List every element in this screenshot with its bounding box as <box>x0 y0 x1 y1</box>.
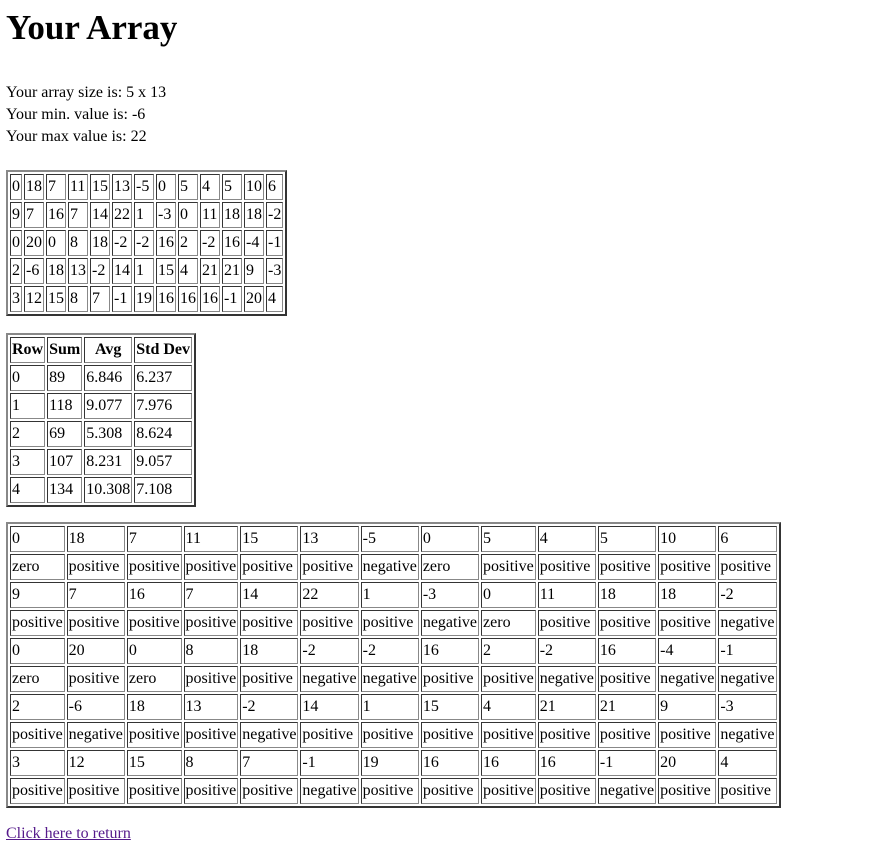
stats-row <box>10 477 192 503</box>
array-cell: 20 <box>24 230 44 256</box>
value-cell: 2 <box>481 638 536 664</box>
value-cell: 6 <box>718 526 776 552</box>
sign-cell: zero <box>481 610 536 636</box>
page <box>6 0 781 845</box>
value-cell: 0 <box>481 582 536 608</box>
value-cell: 0 <box>10 526 65 552</box>
array-cell: 8 <box>68 286 88 312</box>
array-cell: 13 <box>112 174 132 200</box>
value-cell: 7 <box>67 582 125 608</box>
array-cell: 15 <box>90 174 110 200</box>
array-cell: 8 <box>68 230 88 256</box>
sign-cell: positive <box>240 610 298 636</box>
sign-cell: positive <box>598 554 656 580</box>
sign-cell: positive <box>658 610 716 636</box>
value-cell: 11 <box>184 526 239 552</box>
array-cell: 3 <box>10 286 22 312</box>
stats-header-sum: Sum <box>47 337 82 363</box>
array-cell: 16 <box>200 286 220 312</box>
array-cell: -2 <box>200 230 220 256</box>
sign-cell: positive <box>67 666 125 692</box>
value-cell: 18 <box>658 582 716 608</box>
value-cell: 20 <box>658 750 716 776</box>
sign-cell: positive <box>658 554 716 580</box>
value-row <box>10 638 777 664</box>
value-cell: 0 <box>127 638 182 664</box>
stats-cell: 118 <box>47 393 82 419</box>
array-cell: 9 <box>10 202 22 228</box>
value-cell: -3 <box>421 582 479 608</box>
value-cell: 16 <box>481 750 536 776</box>
sign-cell: negative <box>300 666 358 692</box>
value-cell: 3 <box>10 750 65 776</box>
stats-cell: 8.231 <box>84 449 132 475</box>
sign-cell: positive <box>361 778 419 804</box>
sign-cell: negative <box>538 666 596 692</box>
array-row <box>10 286 283 312</box>
array-cell: 7 <box>46 174 66 200</box>
sign-cell: positive <box>658 778 716 804</box>
value-cell: 8 <box>184 750 239 776</box>
sign-cell: negative <box>67 722 125 748</box>
array-size-text: Your array size is: 5 x 13 <box>6 84 167 101</box>
value-cell: 7 <box>184 582 239 608</box>
sign-cell: positive <box>598 610 656 636</box>
array-cell: 19 <box>134 286 154 312</box>
array-row <box>10 258 283 284</box>
value-cell: 14 <box>240 582 298 608</box>
sign-cell: positive <box>300 554 358 580</box>
stats-header-row-label: Row <box>10 337 45 363</box>
sign-cell: negative <box>598 778 656 804</box>
sign-cell: positive <box>127 722 182 748</box>
sign-cell: positive <box>538 554 596 580</box>
stats-header-avg: Avg <box>84 337 132 363</box>
value-cell: 10 <box>658 526 716 552</box>
array-cell: -5 <box>134 174 154 200</box>
sign-cell: positive <box>127 554 182 580</box>
stats-cell: 6.846 <box>84 365 132 391</box>
value-cell: 8 <box>184 638 239 664</box>
sign-cell: positive <box>67 610 125 636</box>
value-cell: 15 <box>127 750 182 776</box>
stats-cell: 89 <box>47 365 82 391</box>
value-cell: 2 <box>10 694 65 720</box>
array-cell: -6 <box>24 258 44 284</box>
sign-cell: negative <box>300 778 358 804</box>
sign-cell: positive <box>421 666 479 692</box>
stats-cell: 0 <box>10 365 45 391</box>
sign-cell: positive <box>240 666 298 692</box>
value-cell: -2 <box>300 638 358 664</box>
sign-cell: positive <box>481 778 536 804</box>
stats-header-row <box>10 337 192 363</box>
array-cell: 21 <box>200 258 220 284</box>
value-cell: 5 <box>481 526 536 552</box>
value-cell: 4 <box>481 694 536 720</box>
value-row <box>10 750 777 776</box>
array-cell: 18 <box>222 202 242 228</box>
sign-cell: positive <box>481 554 536 580</box>
value-cell: -3 <box>718 694 776 720</box>
value-cell: 0 <box>421 526 479 552</box>
value-cell: -2 <box>538 638 596 664</box>
stats-cell: 7.108 <box>134 477 192 503</box>
stats-row <box>10 421 192 447</box>
sign-cell: zero <box>10 554 65 580</box>
value-row <box>10 582 777 608</box>
array-cell: 13 <box>68 258 88 284</box>
array-cell: 12 <box>24 286 44 312</box>
stats-cell: 2 <box>10 421 45 447</box>
value-cell: -2 <box>361 638 419 664</box>
value-cell: 11 <box>538 582 596 608</box>
sign-classification-table <box>6 522 781 808</box>
sign-cell: positive <box>538 778 596 804</box>
array-cell: 0 <box>156 174 176 200</box>
sign-cell: positive <box>184 554 239 580</box>
value-cell: -1 <box>598 750 656 776</box>
value-cell: -6 <box>67 694 125 720</box>
value-cell: 18 <box>598 582 656 608</box>
sign-cell: positive <box>361 722 419 748</box>
value-cell: -1 <box>718 638 776 664</box>
value-cell: 15 <box>240 526 298 552</box>
value-cell: 13 <box>184 694 239 720</box>
array-cell: 2 <box>178 230 198 256</box>
value-cell: 1 <box>361 694 419 720</box>
array-cell: 15 <box>156 258 176 284</box>
sign-cell: positive <box>538 610 596 636</box>
sign-row <box>10 666 777 692</box>
array-cell: 18 <box>90 230 110 256</box>
sign-cell: positive <box>67 554 125 580</box>
stats-cell: 3 <box>10 449 45 475</box>
sign-row <box>10 610 777 636</box>
array-cell: 0 <box>10 174 22 200</box>
stats-row <box>10 393 192 419</box>
value-cell: -2 <box>240 694 298 720</box>
sign-cell: positive <box>421 722 479 748</box>
array-cell: -2 <box>90 258 110 284</box>
array-cell: 20 <box>244 286 264 312</box>
value-cell: 4 <box>538 526 596 552</box>
array-cell: -1 <box>112 286 132 312</box>
array-cell: 18 <box>46 258 66 284</box>
array-cell: 16 <box>156 286 176 312</box>
value-cell: 13 <box>300 526 358 552</box>
array-cell: 15 <box>46 286 66 312</box>
sign-cell: positive <box>10 778 65 804</box>
array-cell: 0 <box>178 202 198 228</box>
sign-row <box>10 722 777 748</box>
stats-header-std-dev: Std Dev <box>134 337 192 363</box>
max-value-text: Your max value is: 22 <box>6 128 147 145</box>
array-cell: 16 <box>46 202 66 228</box>
sign-cell: positive <box>538 722 596 748</box>
value-cell: -5 <box>361 526 419 552</box>
value-cell: 16 <box>598 638 656 664</box>
value-cell: 14 <box>300 694 358 720</box>
sign-cell: positive <box>184 666 239 692</box>
value-cell: -2 <box>718 582 776 608</box>
array-cell: 7 <box>90 286 110 312</box>
page-title: Your Array <box>6 8 178 47</box>
stats-cell: 5.308 <box>84 421 132 447</box>
array-cell: 9 <box>244 258 264 284</box>
sign-cell: negative <box>421 610 479 636</box>
value-cell: 18 <box>67 526 125 552</box>
array-cell: 11 <box>68 174 88 200</box>
array-cell: 4 <box>266 286 283 312</box>
array-cell: 0 <box>10 230 22 256</box>
value-cell: 20 <box>67 638 125 664</box>
sign-cell: positive <box>300 610 358 636</box>
stats-cell: 69 <box>47 421 82 447</box>
sign-cell: zero <box>127 666 182 692</box>
array-cell: 16 <box>178 286 198 312</box>
array-cell: 14 <box>90 202 110 228</box>
array-cell: 1 <box>134 258 154 284</box>
sign-cell: negative <box>718 610 776 636</box>
sign-cell: positive <box>598 722 656 748</box>
sign-cell: positive <box>240 554 298 580</box>
sign-cell: negative <box>718 722 776 748</box>
sign-cell: zero <box>10 666 65 692</box>
sign-cell: negative <box>361 666 419 692</box>
sign-row <box>10 554 777 580</box>
value-row <box>10 694 777 720</box>
sign-cell: positive <box>184 778 239 804</box>
stats-cell: 1 <box>10 393 45 419</box>
stats-cell: 6.237 <box>134 365 192 391</box>
array-cell: 14 <box>112 258 132 284</box>
array-cell: 22 <box>112 202 132 228</box>
array-cell: 16 <box>222 230 242 256</box>
array-cell: -2 <box>112 230 132 256</box>
value-cell: 15 <box>421 694 479 720</box>
sign-cell: positive <box>127 610 182 636</box>
array-cell: -1 <box>266 230 283 256</box>
value-cell: -1 <box>300 750 358 776</box>
stats-cell: 7.976 <box>134 393 192 419</box>
array-cell: -1 <box>222 286 242 312</box>
sign-cell: positive <box>300 722 358 748</box>
row-stats-table <box>6 333 196 507</box>
sign-cell: positive <box>10 610 65 636</box>
stats-row <box>10 365 192 391</box>
array-row <box>10 230 283 256</box>
stats-cell: 4 <box>10 477 45 503</box>
value-cell: 4 <box>718 750 776 776</box>
array-cell: -2 <box>134 230 154 256</box>
sign-cell: positive <box>421 778 479 804</box>
value-cell: 16 <box>421 638 479 664</box>
sign-cell: positive <box>718 554 776 580</box>
sign-cell: positive <box>598 666 656 692</box>
array-info <box>6 82 781 148</box>
array-cell: 18 <box>244 202 264 228</box>
value-cell: 9 <box>658 694 716 720</box>
array-row <box>10 202 283 228</box>
array-cell: 5 <box>178 174 198 200</box>
stats-cell: 10.308 <box>84 477 132 503</box>
sign-cell: positive <box>240 778 298 804</box>
sign-cell: positive <box>481 666 536 692</box>
value-cell: 16 <box>538 750 596 776</box>
array-cell: 2 <box>10 258 22 284</box>
value-cell: 7 <box>240 750 298 776</box>
value-cell: 18 <box>127 694 182 720</box>
stats-cell: 9.077 <box>84 393 132 419</box>
array-cell: 7 <box>24 202 44 228</box>
sign-cell: positive <box>184 610 239 636</box>
value-cell: 0 <box>10 638 65 664</box>
array-cell: 21 <box>222 258 242 284</box>
value-cell: 19 <box>361 750 419 776</box>
array-cell: 10 <box>244 174 264 200</box>
sign-cell: positive <box>658 722 716 748</box>
sign-cell: positive <box>67 778 125 804</box>
value-cell: 5 <box>598 526 656 552</box>
value-cell: 21 <box>538 694 596 720</box>
value-cell: 18 <box>240 638 298 664</box>
value-cell: 16 <box>127 582 182 608</box>
array-cell: 0 <box>46 230 66 256</box>
value-cell: -4 <box>658 638 716 664</box>
array-cell: -3 <box>266 258 283 284</box>
array-cell: 7 <box>68 202 88 228</box>
array-cell: 6 <box>266 174 283 200</box>
sign-cell: zero <box>421 554 479 580</box>
min-value-text: Your min. value is: -6 <box>6 106 146 123</box>
array-cell: -2 <box>266 202 283 228</box>
array-table <box>6 170 287 316</box>
value-cell: 9 <box>10 582 65 608</box>
array-cell: 16 <box>156 230 176 256</box>
array-cell: 4 <box>200 174 220 200</box>
array-cell: 18 <box>24 174 44 200</box>
sign-cell: negative <box>361 554 419 580</box>
array-cell: 1 <box>134 202 154 228</box>
array-cell: -4 <box>244 230 264 256</box>
value-row <box>10 526 777 552</box>
array-cell: 11 <box>200 202 220 228</box>
array-cell: 5 <box>222 174 242 200</box>
stats-cell: 134 <box>47 477 82 503</box>
sign-cell: negative <box>658 666 716 692</box>
array-cell: -3 <box>156 202 176 228</box>
sign-cell: negative <box>718 666 776 692</box>
stats-row <box>10 449 192 475</box>
value-cell: 21 <box>598 694 656 720</box>
value-cell: 7 <box>127 526 182 552</box>
value-cell: 1 <box>361 582 419 608</box>
sign-cell: positive <box>10 722 65 748</box>
sign-row <box>10 778 777 804</box>
return-link[interactable]: Click here to return <box>6 825 131 842</box>
sign-cell: positive <box>481 722 536 748</box>
array-row <box>10 174 283 200</box>
sign-cell: positive <box>718 778 776 804</box>
sign-cell: negative <box>240 722 298 748</box>
sign-cell: positive <box>127 778 182 804</box>
stats-cell: 9.057 <box>134 449 192 475</box>
value-cell: 22 <box>300 582 358 608</box>
value-cell: 16 <box>421 750 479 776</box>
sign-cell: positive <box>361 610 419 636</box>
stats-cell: 107 <box>47 449 82 475</box>
value-cell: 12 <box>67 750 125 776</box>
sign-cell: positive <box>184 722 239 748</box>
stats-cell: 8.624 <box>134 421 192 447</box>
array-cell: 4 <box>178 258 198 284</box>
